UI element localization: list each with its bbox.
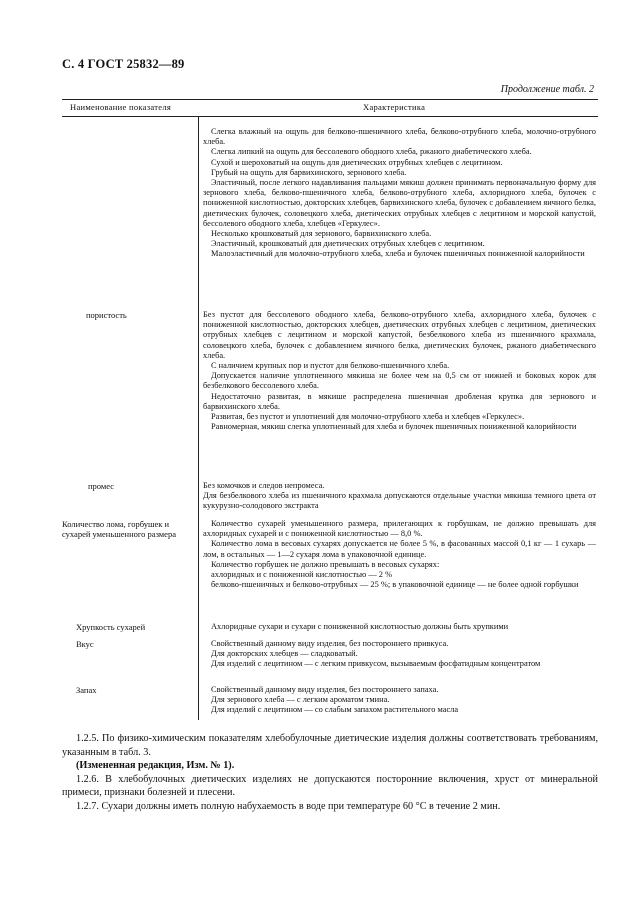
column-header-indicator: Наименование показателя [70,102,172,112]
table-row-name: промес [88,481,115,491]
table-cell-text: Несколько крошковатый для зернового, барвихинского хлеба. [211,229,432,239]
table-column-divider [198,116,199,720]
table-row [203,519,596,590]
table-row [203,310,596,432]
table-cell-text: Количество горбушек не должно превышать в весовых сухарях: [211,559,440,569]
page-title: С. 4 ГОСТ 25832—89 [62,57,185,71]
table-cell-text: Малоэластичный для молочно-отрубного хлеба, хлеба и булочек пшеничных пониженной калорийности [211,249,585,259]
paragraph-1-2-7: 1.2.7. Сухари должны иметь полную набухаемость в воде при температуре 60 °С в течение 2 мин. [76,800,501,812]
table-cell-text: Грубый на ощупь для барвихинского, зернового хлеба. [211,167,407,177]
table-cell-text: белково-пшеничных и белково-отрубных — 25 %; в упаковочной единице — не более одной горбушки [211,580,579,590]
table-cell-text: ахлоридных и с пониженной кислотностью — 2 % [211,570,393,580]
table-cell-text: Для докторских хлебцев — сладковатый. [211,649,358,659]
table-cell-text: Равномерная, мякиш слегка уплотненный для хлеба и булочек пшеничных пониженной калорийности [211,422,577,432]
table-cell-text: Слегка липкий на ощупь для бессолевого ободного хлеба, ржаного диабетического хлеба. [211,147,532,157]
table-cell-text: Для безбелкового хлеба из пшеничного крахмала допускаются отдельные участки мякиша темного цвета от кукурузно-солодового экстракта [203,491,596,511]
table-cell-text: Допускается наличие уплотненного мякиша не более чем на 0,5 см от нижней и боковых корок для безбелкового бессолевого хлеба. [203,371,596,391]
table-cell-text: Для изделий с лецитином — со слабым запахом растительного масла [211,705,459,715]
table-cell-text: Без комочков и следов непромеса. [203,481,325,490]
paragraph-1-2-6: 1.2.6. В хлебобулочных диетических изделиях не допускаются посторонние включения, хруст от минеральной примеси, признаки болезней и плесени. [62,773,598,798]
table-row [203,685,596,716]
table-cell-text: Развитая, без пустот и уплотнений для молочно-отрубного хлеба и хлебцев «Геркулес». [211,412,525,422]
table-cell-text: С наличием крупных пор и пустот для белково-пшеничного хлеба. [211,361,450,371]
table-cell-text: Сухой и шероховатый на ощупь для диетических отрубных хлебцев с лецитином. [211,157,503,167]
table-row [203,622,596,632]
amendment-note: (Измененная редакция, Изм. № 1). [76,760,235,771]
column-header-characteristic: Характеристика [363,102,426,112]
table-continuation-label: Продолжение табл. 2 [500,84,594,95]
table-row-name: Хрупкость сухарей [76,622,146,632]
paragraph-1-2-5: 1.2.5. По физико-химическим показателям хлебобулочные диетические изделия должны соответствовать требованиям, указанным в табл. 3. [62,733,598,758]
table-row [203,481,596,512]
table-cell-text: Для изделий с лецитином — с легким привкусом, вызываемым фосфатидным концентратом [211,659,541,669]
table-row-name: Вкус [76,639,94,649]
table-cell-text: Для зернового хлеба — с легким ароматом тмина. [211,695,390,705]
table-cell-text: Свойственный данному виду изделия, без постороннего запаха. [211,685,439,694]
table-row-name: пористость [86,310,127,320]
body-paragraphs [62,732,598,813]
table-cell-text: Без пустот для бессолевого ободного хлеба, белково-отрубного хлеба, ахлоридного хлеба, булочек с пониженной кислотностью, докторских хлебцев, диетических отрубных хлебцев с лецитином, диетических отрубных хлебцев с лецитином и морской капустой, безбелкового хлеба из пшеничного крахмала, соловецкого хлеба, булочек с добавлением яичного белка, диетических булочек, ржаного диабетического хлеба. [203,310,596,360]
table-header-rule [62,116,598,117]
table-cell-text: Ахлоридные сухари и сухари с пониженной кислотностью должны быть хрупкими [211,622,509,631]
table-row [203,127,596,260]
table-cell-text: Количество лома в весовых сухарях допускается не более 5 %, в фасованных массой 0,1 кг — 1 сухарь — лом, в остальных — 1—2 сухаря лома в упаковочной единице. [203,539,596,559]
table-cell-text: Недостаточно развитая, в мякише распределена пшеничная дробленая крупка для зернового и барвихинского хлеба. [203,391,596,411]
table-cell-text: Свойственный данному виду изделия, без постороннего привкуса. [211,639,449,648]
table-cell-text: Эластичный, после легкого надавливания пальцами мякиш должен принимать первоначальную форму для зернового хлеба, белково-пшеничного хлеба, белково-отрубного хлеба, ахлоридного хлеба, булочек с пониженной кислотностью, докторских хлебцев, барвихинского хлеба, булочек с добавлением яичного белка, диетических булочек, соловецкого хлеба, диетических отрубных хлебцев с лецитином и морской капустой, бессолевого ободного хлеба, хлебцев «Геркулес». [203,178,596,228]
table-cell-text: Слегка влажный на ощупь для белково-пшеничного хлеба, белково-отрубного хлеба, молочно-отрубного хлеба. [203,127,596,147]
table-top-rule [62,99,598,100]
table-row-name: Количество лома, горбушек и сухарей уменьшенного размера [62,519,176,539]
table-cell-text: Количество сухарей уменьшенного размера, прилегающих к горбушкам, не должно превышать для ахлоридных сухарей и с пониженной кислотностью — 8,0 %. [203,519,596,539]
table-cell-text: Эластичный, крошковатый для диетических отрубных хлебцев с лецитином. [211,239,485,249]
table-row [203,639,596,670]
table-row-name: Запах [76,685,97,695]
